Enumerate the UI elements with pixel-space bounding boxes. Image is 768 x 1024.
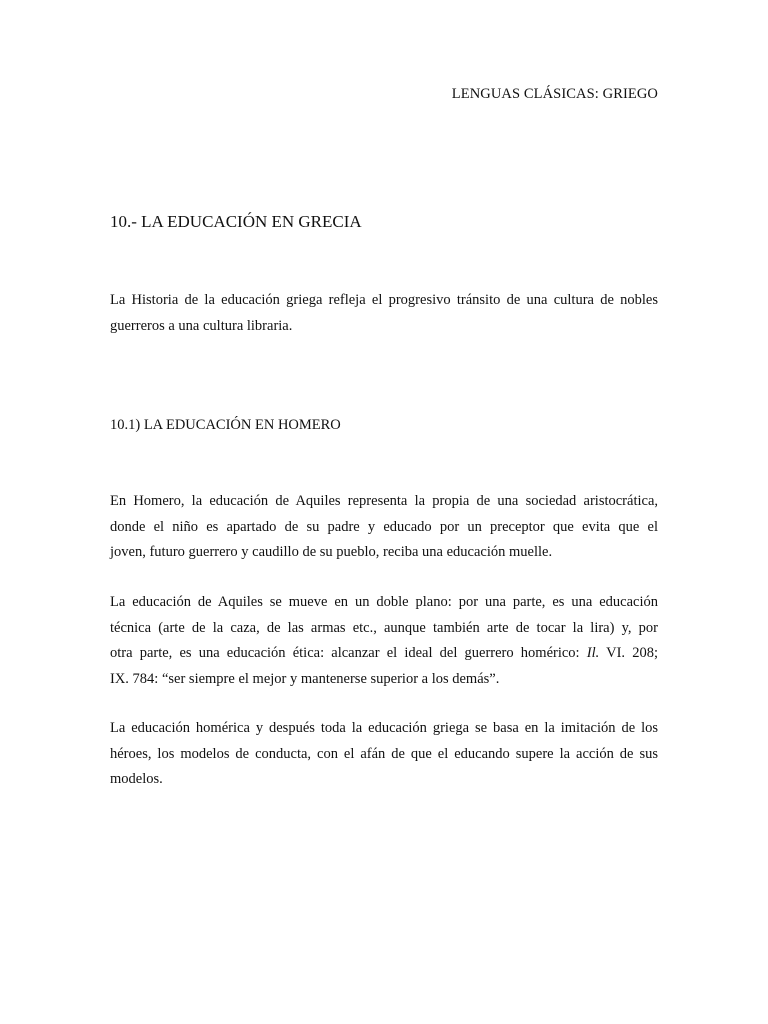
running-header: LENGUAS CLÁSICAS: GRIEGO (451, 86, 658, 102)
paragraph-line: IX. 784: “ser siempre el mejor y mantenerse superior a los demás”. (110, 670, 500, 687)
paragraph-line: joven, futuro guerrero y caudillo de su pueblo, reciba una educación muelle. (110, 544, 553, 560)
paragraph-aquiles (110, 489, 658, 566)
paragraph-line: técnica (arte de la caza, de las armas etc., aunque también arte de tocar la lira) y, por (110, 619, 658, 636)
line-text-before-citation: otra parte, es una educación ética: alcanzar el ideal del guerrero homérico: (110, 645, 587, 661)
paragraph-line: La educación homérica y después toda la educación griega se basa en la imitación de los (110, 720, 658, 736)
paragraph-line (110, 641, 658, 667)
paragraph-doble-plano (110, 590, 658, 692)
paragraph-line: La educación de Aquiles se mueve en un doble plano: por una parte, es una educación (110, 594, 658, 610)
intro-line-1: La Historia de la educación griega refleja el progresivo tránsito de una cultura de nobles (110, 292, 658, 308)
intro-paragraph (110, 288, 658, 339)
chapter-title: 10.- LA EDUCACIÓN EN GRECIA (110, 212, 362, 231)
section-title: 10.1) LA EDUCACIÓN EN HOMERO (110, 417, 341, 433)
paragraph-line: modelos. (110, 771, 163, 787)
paragraph-line: donde el niño es apartado de su padre y educado por un preceptor que evita que el (110, 518, 658, 535)
intro-line-2: guerreros a una cultura libraria. (110, 317, 293, 334)
paragraph-line: En Homero, la educación de Aquiles representa la propia de una sociedad aristocrática, (110, 493, 658, 509)
citation-reference: VI. 208; (599, 645, 658, 661)
paragraph-line: héroes, los modelos de conducta, con el afán de que el educando supere la acción de sus (110, 745, 658, 762)
citation-iliad: Il. (586, 645, 600, 661)
paragraph-imitacion (110, 716, 658, 793)
